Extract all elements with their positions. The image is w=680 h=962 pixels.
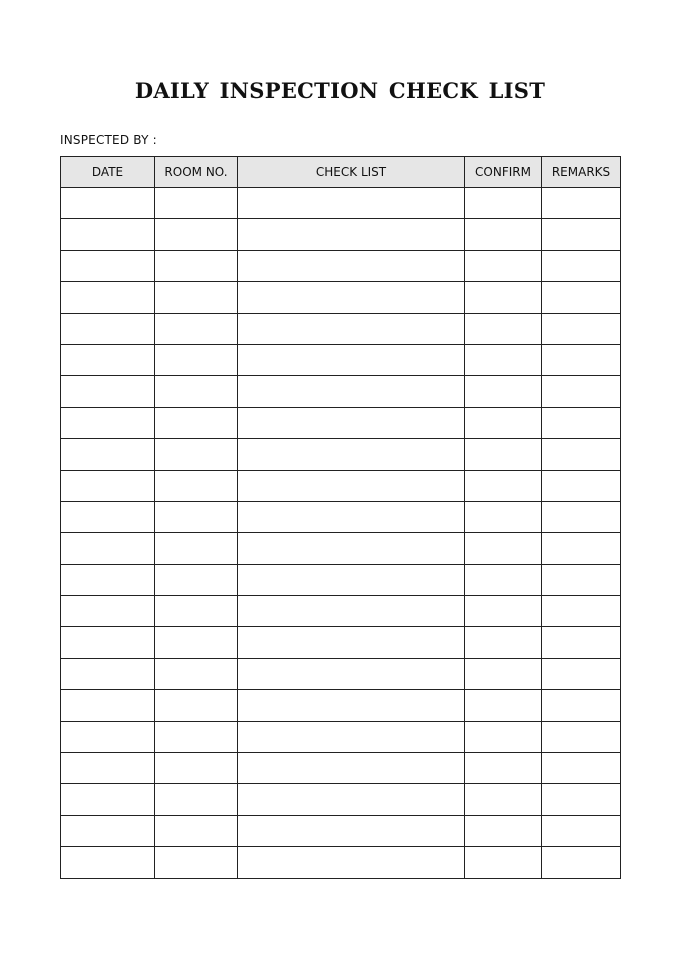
inspected-by-line bbox=[60, 133, 157, 147]
date-cell[interactable] bbox=[61, 658, 155, 689]
header-remarks: REMARKS bbox=[542, 157, 621, 188]
remarks-cell[interactable] bbox=[542, 439, 621, 470]
room-no-cell[interactable] bbox=[155, 564, 238, 595]
table-row bbox=[61, 847, 621, 878]
remarks-cell[interactable] bbox=[542, 627, 621, 658]
room-no-cell[interactable] bbox=[155, 376, 238, 407]
date-cell[interactable] bbox=[61, 470, 155, 501]
table-row bbox=[61, 627, 621, 658]
date-cell[interactable] bbox=[61, 784, 155, 815]
date-cell[interactable] bbox=[61, 344, 155, 375]
confirm-cell[interactable] bbox=[465, 533, 542, 564]
remarks-cell[interactable] bbox=[542, 282, 621, 313]
room-no-cell[interactable] bbox=[155, 596, 238, 627]
table-row bbox=[61, 564, 621, 595]
confirm-cell[interactable] bbox=[465, 344, 542, 375]
remarks-cell[interactable] bbox=[542, 753, 621, 784]
inspection-table bbox=[60, 156, 621, 879]
check-list-cell[interactable] bbox=[238, 344, 465, 375]
remarks-cell[interactable] bbox=[542, 407, 621, 438]
confirm-cell[interactable] bbox=[465, 282, 542, 313]
check-list-cell[interactable] bbox=[238, 564, 465, 595]
check-list-cell[interactable] bbox=[238, 439, 465, 470]
table-row bbox=[61, 470, 621, 501]
table-row bbox=[61, 282, 621, 313]
confirm-cell[interactable] bbox=[465, 784, 542, 815]
table-row bbox=[61, 721, 621, 752]
check-list-cell[interactable] bbox=[238, 784, 465, 815]
remarks-cell[interactable] bbox=[542, 784, 621, 815]
check-list-cell[interactable] bbox=[238, 753, 465, 784]
room-no-cell[interactable] bbox=[155, 439, 238, 470]
table-row bbox=[61, 690, 621, 721]
check-list-cell[interactable] bbox=[238, 250, 465, 281]
date-cell[interactable] bbox=[61, 250, 155, 281]
date-cell[interactable] bbox=[61, 815, 155, 846]
table-row bbox=[61, 344, 621, 375]
room-no-cell[interactable] bbox=[155, 753, 238, 784]
check-list-cell[interactable] bbox=[238, 658, 465, 689]
remarks-cell[interactable] bbox=[542, 815, 621, 846]
room-no-cell[interactable] bbox=[155, 344, 238, 375]
table-body bbox=[61, 188, 621, 879]
date-cell[interactable] bbox=[61, 564, 155, 595]
room-no-cell[interactable] bbox=[155, 533, 238, 564]
table-row bbox=[61, 407, 621, 438]
remarks-cell[interactable] bbox=[542, 188, 621, 219]
check-list-cell[interactable] bbox=[238, 219, 465, 250]
inspected-by-separator: : bbox=[152, 133, 157, 147]
room-no-cell[interactable] bbox=[155, 282, 238, 313]
room-no-cell[interactable] bbox=[155, 313, 238, 344]
room-no-cell[interactable] bbox=[155, 847, 238, 878]
remarks-cell[interactable] bbox=[542, 470, 621, 501]
confirm-cell[interactable] bbox=[465, 847, 542, 878]
remarks-cell[interactable] bbox=[542, 690, 621, 721]
date-cell[interactable] bbox=[61, 376, 155, 407]
confirm-cell[interactable] bbox=[465, 815, 542, 846]
date-cell[interactable] bbox=[61, 847, 155, 878]
check-list-cell[interactable] bbox=[238, 815, 465, 846]
table-row bbox=[61, 815, 621, 846]
confirm-cell[interactable] bbox=[465, 219, 542, 250]
remarks-cell[interactable] bbox=[542, 721, 621, 752]
room-no-cell[interactable] bbox=[155, 407, 238, 438]
room-no-cell[interactable] bbox=[155, 501, 238, 532]
table-row bbox=[61, 533, 621, 564]
room-no-cell[interactable] bbox=[155, 188, 238, 219]
date-cell[interactable] bbox=[61, 219, 155, 250]
confirm-cell[interactable] bbox=[465, 501, 542, 532]
date-cell[interactable] bbox=[61, 627, 155, 658]
room-no-cell[interactable] bbox=[155, 690, 238, 721]
room-no-cell[interactable] bbox=[155, 721, 238, 752]
check-list-cell[interactable] bbox=[238, 376, 465, 407]
table-row bbox=[61, 596, 621, 627]
check-list-cell[interactable] bbox=[238, 282, 465, 313]
check-list-cell[interactable] bbox=[238, 690, 465, 721]
check-list-cell[interactable] bbox=[238, 313, 465, 344]
confirm-cell[interactable] bbox=[465, 596, 542, 627]
room-no-cell[interactable] bbox=[155, 815, 238, 846]
date-cell[interactable] bbox=[61, 690, 155, 721]
check-list-cell[interactable] bbox=[238, 596, 465, 627]
table-row bbox=[61, 219, 621, 250]
date-cell[interactable] bbox=[61, 313, 155, 344]
confirm-cell[interactable] bbox=[465, 313, 542, 344]
confirm-cell[interactable] bbox=[465, 407, 542, 438]
confirm-cell[interactable] bbox=[465, 627, 542, 658]
remarks-cell[interactable] bbox=[542, 658, 621, 689]
confirm-cell[interactable] bbox=[465, 439, 542, 470]
date-cell[interactable] bbox=[61, 501, 155, 532]
date-cell[interactable] bbox=[61, 188, 155, 219]
header-check-list: CHECK LIST bbox=[238, 157, 465, 188]
check-list-cell[interactable] bbox=[238, 188, 465, 219]
table-row bbox=[61, 250, 621, 281]
confirm-cell[interactable] bbox=[465, 564, 542, 595]
room-no-cell[interactable] bbox=[155, 219, 238, 250]
table-row bbox=[61, 376, 621, 407]
header-date: DATE bbox=[61, 157, 155, 188]
check-list-cell[interactable] bbox=[238, 721, 465, 752]
table-row bbox=[61, 439, 621, 470]
table-header-row bbox=[61, 157, 621, 188]
date-cell[interactable] bbox=[61, 407, 155, 438]
confirm-cell[interactable] bbox=[465, 721, 542, 752]
remarks-cell[interactable] bbox=[542, 847, 621, 878]
date-cell[interactable] bbox=[61, 282, 155, 313]
date-cell[interactable] bbox=[61, 753, 155, 784]
date-cell[interactable] bbox=[61, 596, 155, 627]
date-cell[interactable] bbox=[61, 533, 155, 564]
remarks-cell[interactable] bbox=[542, 344, 621, 375]
room-no-cell[interactable] bbox=[155, 658, 238, 689]
check-list-cell[interactable] bbox=[238, 470, 465, 501]
remarks-cell[interactable] bbox=[542, 250, 621, 281]
remarks-cell[interactable] bbox=[542, 533, 621, 564]
confirm-cell[interactable] bbox=[465, 250, 542, 281]
confirm-cell[interactable] bbox=[465, 753, 542, 784]
remarks-cell[interactable] bbox=[542, 219, 621, 250]
room-no-cell[interactable] bbox=[155, 784, 238, 815]
remarks-cell[interactable] bbox=[542, 376, 621, 407]
table-row bbox=[61, 753, 621, 784]
remarks-cell[interactable] bbox=[542, 313, 621, 344]
check-list-cell[interactable] bbox=[238, 407, 465, 438]
confirm-cell[interactable] bbox=[465, 658, 542, 689]
room-no-cell[interactable] bbox=[155, 250, 238, 281]
header-confirm: CONFIRM bbox=[465, 157, 542, 188]
check-list-cell[interactable] bbox=[238, 501, 465, 532]
remarks-cell[interactable] bbox=[542, 596, 621, 627]
confirm-cell[interactable] bbox=[465, 376, 542, 407]
header-room-no: ROOM NO. bbox=[155, 157, 238, 188]
confirm-cell[interactable] bbox=[465, 470, 542, 501]
document-title: DAILY INSPECTION CHECK LIST bbox=[134, 78, 546, 103]
room-no-cell[interactable] bbox=[155, 470, 238, 501]
check-list-cell[interactable] bbox=[238, 627, 465, 658]
room-no-cell[interactable] bbox=[155, 627, 238, 658]
table-row bbox=[61, 188, 621, 219]
inspected-by-label: INSPECTED BY bbox=[60, 133, 149, 147]
table-row bbox=[61, 784, 621, 815]
table-row bbox=[61, 313, 621, 344]
table-row bbox=[61, 658, 621, 689]
remarks-cell[interactable] bbox=[542, 564, 621, 595]
date-cell[interactable] bbox=[61, 721, 155, 752]
remarks-cell[interactable] bbox=[542, 501, 621, 532]
confirm-cell[interactable] bbox=[465, 690, 542, 721]
check-list-cell[interactable] bbox=[238, 533, 465, 564]
confirm-cell[interactable] bbox=[465, 188, 542, 219]
check-list-cell[interactable] bbox=[238, 847, 465, 878]
date-cell[interactable] bbox=[61, 439, 155, 470]
table-row bbox=[61, 501, 621, 532]
